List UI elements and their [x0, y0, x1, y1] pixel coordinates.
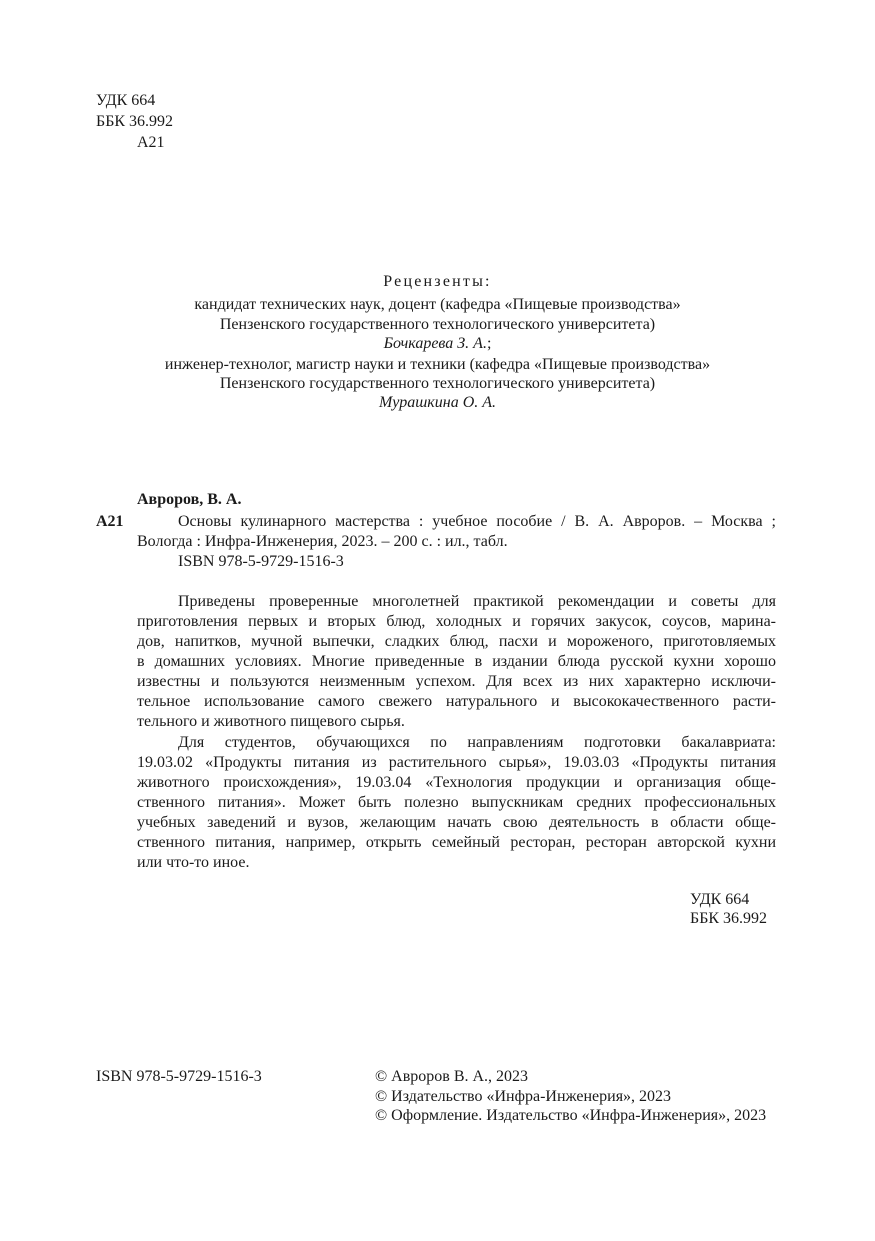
reviewer1-name-suffix: ;	[486, 335, 492, 352]
bibliography-isbn: ISBN 978-5-9729-1516-3	[178, 553, 344, 570]
book-author: Авроров, В. А.	[137, 491, 242, 508]
reviewer1-name-line	[0, 334, 875, 354]
bibliography-mark: А21	[96, 513, 124, 530]
reviewer2-line2: Пензенского государственного технологического университета)	[219, 375, 656, 392]
annotation-p2-line: ственного питания». Может быть полезно выпускникам средних профессиональных	[137, 794, 776, 811]
annotation-p1-line: приготовления первых и вторых блюд, холодных и горячих закусок, соусов, марина-	[137, 613, 776, 630]
annotation-p1-line: в домашних условиях. Многие приведенные в издании блюда русской кухни хорошо	[137, 653, 776, 670]
copyright-line: © Издательство «Инфра-Инженерия», 2023	[375, 1088, 672, 1105]
annotation-p2-line: Для студентов, обучающихся по направлениям подготовки бакалавриата:	[178, 734, 776, 751]
annotation-p1-line: тельное использование самого свежего натурального и высококачественного расти-	[137, 693, 776, 710]
reviewer1-name: Бочкарева З. А.	[383, 335, 487, 352]
reviewer2-name: Мурашкина О. А.	[378, 394, 497, 411]
bbk-code-bottom: ББК 36.992	[690, 910, 768, 927]
bibliography-line1: Основы кулинарного мастерства : учебное пособие / В. А. Авроров. – Москва ;	[178, 513, 776, 530]
annotation-p1-line: дов, напитков, мучной выпечки, сладких блюд, пасхи и мороженого, приготовляемых	[137, 633, 776, 650]
reviewer1-line2: Пензенского государственного технологического университета)	[219, 316, 656, 333]
annotation-p1-line: Приведены проверенные многолетней практикой рекомендации и советы для	[178, 593, 776, 610]
bbk-code: ББК 36.992	[96, 113, 174, 130]
annotation-p1-line: тельного и животного пищевого сырья.	[137, 713, 405, 730]
annotation-p1-line: известны и пользуются неизменным успехом. Для всех из них характерно исключи-	[137, 673, 776, 690]
reviewer2-line1: инженер-технолог, магистр науки и техники (кафедра «Пищевые производства»	[164, 356, 711, 373]
author-mark: А21	[137, 134, 165, 151]
annotation-p2-line: ственного питания, например, открыть семейный ресторан, ресторан авторской кухни	[137, 834, 776, 851]
udk-code-bottom: УДК 664	[690, 891, 750, 908]
annotation-p2-line: животного происхождения», 19.03.04 «Технология продукции и организация обще-	[137, 774, 776, 791]
reviewers-heading: Рецензенты:	[383, 273, 492, 290]
annotation-p2-line: или что-то иное.	[137, 854, 250, 871]
annotation-p2-line: учебных заведений и вузов, желающим начать свою деятельность в области обще-	[137, 814, 776, 831]
udk-code: УДК 664	[96, 92, 156, 109]
copyright-line: © Авроров В. А., 2023	[375, 1068, 529, 1085]
bibliography-line2: Вологда : Инфра-Инженерия, 2023. – 200 с. : ил., табл.	[137, 533, 508, 550]
footer-isbn: ISBN 978-5-9729-1516-3	[96, 1068, 262, 1085]
copyright-line: © Оформление. Издательство «Инфра-Инженерия», 2023	[375, 1107, 767, 1124]
reviewer1-line1: кандидат технических наук, доцент (кафедра «Пищевые производства»	[194, 296, 681, 313]
annotation-p2-line: 19.03.02 «Продукты питания из растительного сырья», 19.03.03 «Продукты питания	[137, 754, 776, 771]
